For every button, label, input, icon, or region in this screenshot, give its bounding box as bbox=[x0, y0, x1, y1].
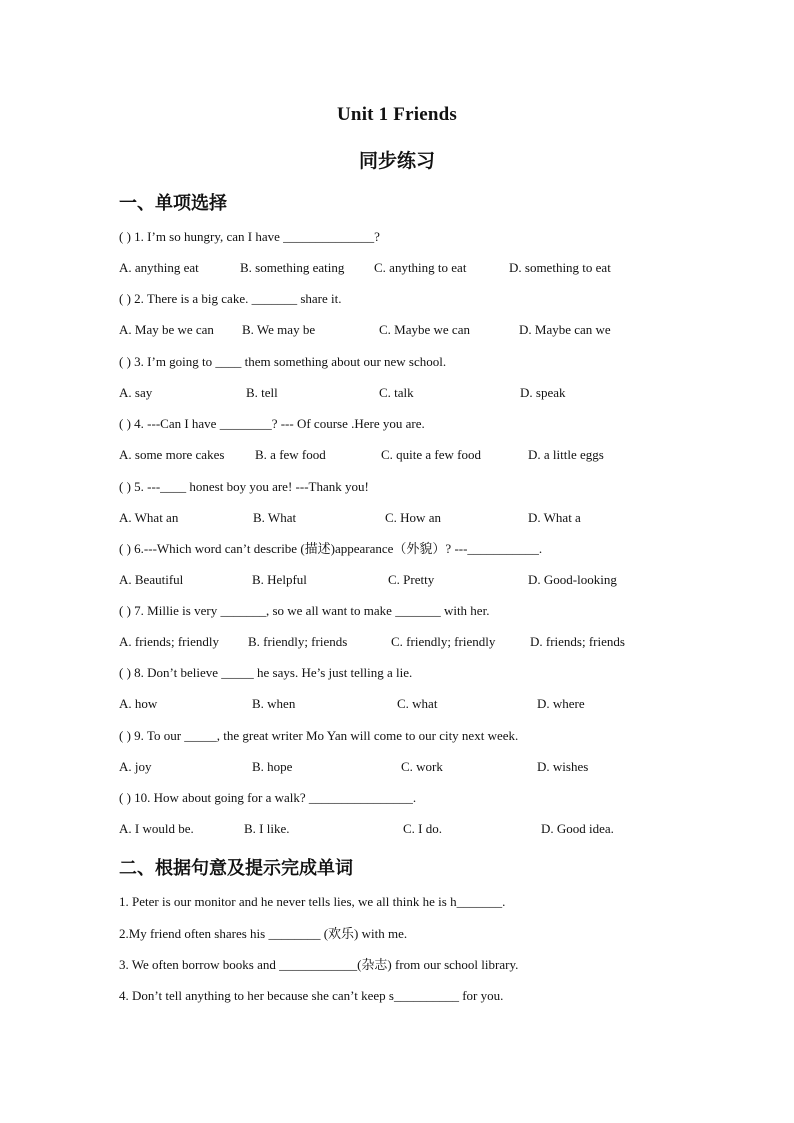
fill-item-4: 4. Don’t tell anything to her because she can’t keep s__________ for you. bbox=[119, 988, 504, 1003]
option-d: D. friends; friends bbox=[530, 634, 625, 649]
option-b: B. I like. bbox=[244, 821, 290, 836]
option-a: A. May be we can bbox=[119, 322, 214, 337]
question-2-options bbox=[0, 322, 794, 338]
option-b: B. tell bbox=[246, 385, 278, 400]
question-1-options bbox=[0, 260, 794, 276]
question-2: ( ) 2. There is a big cake. _______ share it. bbox=[119, 291, 342, 306]
option-b: B. when bbox=[252, 696, 296, 711]
option-d: D. Maybe can we bbox=[519, 322, 611, 337]
option-b: B. something eating bbox=[240, 260, 345, 275]
fill-item-3: 3. We often borrow books and ____________(杂志) from our school library. bbox=[119, 957, 519, 972]
option-c: C. work bbox=[401, 759, 443, 774]
option-c: C. How an bbox=[385, 510, 441, 525]
fill-item-2: 2.My friend often shares his ________ (欢乐) with me. bbox=[119, 926, 408, 941]
question-5: ( ) 5. ---____ honest boy you are! ---Thank you! bbox=[119, 479, 369, 494]
option-d: D. wishes bbox=[537, 759, 589, 774]
question-8: ( ) 8. Don’t believe _____ he says. He’s just telling a lie. bbox=[119, 665, 413, 680]
option-b: B. friendly; friends bbox=[248, 634, 348, 649]
option-c: C. anything to eat bbox=[374, 260, 467, 275]
question-9: ( ) 9. To our _____, the great writer Mo Yan will come to our city next week. bbox=[119, 728, 519, 743]
option-c: C. Maybe we can bbox=[379, 322, 470, 337]
option-c: C. friendly; friendly bbox=[391, 634, 496, 649]
question-6: ( ) 6.---Which word can’t describe (描述)appearance（外貌）? ---___________. bbox=[119, 541, 543, 556]
option-c: C. I do. bbox=[403, 821, 442, 836]
option-c: C. Pretty bbox=[388, 572, 435, 587]
option-b: B. What bbox=[253, 510, 297, 525]
page-title: Unit 1 Friends bbox=[337, 104, 457, 125]
option-b: B. Helpful bbox=[252, 572, 307, 587]
option-a: A. friends; friendly bbox=[119, 634, 220, 649]
option-c: C. quite a few food bbox=[381, 447, 482, 462]
option-d: D. Good-looking bbox=[528, 572, 617, 587]
page-subtitle: 同步练习 bbox=[358, 151, 435, 172]
section-heading-multiple-choice: 一、单项选择 bbox=[119, 193, 227, 213]
option-d: D. something to eat bbox=[509, 260, 611, 275]
question-9-options bbox=[0, 759, 794, 775]
option-a: A. some more cakes bbox=[119, 447, 225, 462]
option-a: A. say bbox=[119, 385, 153, 400]
question-3: ( ) 3. I’m going to ____ them something about our new school. bbox=[119, 354, 447, 369]
question-7-options bbox=[0, 634, 794, 650]
question-3-options bbox=[0, 385, 794, 401]
option-b: B. We may be bbox=[242, 322, 316, 337]
option-d: D. What a bbox=[528, 510, 581, 525]
option-d: D. Good idea. bbox=[541, 821, 614, 836]
question-1: ( ) 1. I’m so hungry, can I have ______________? bbox=[119, 229, 380, 244]
option-b: B. hope bbox=[252, 759, 293, 774]
option-d: D. a little eggs bbox=[528, 447, 604, 462]
question-6-options bbox=[0, 572, 794, 588]
section-heading-word-completion: 二、根据句意及提示完成单词 bbox=[119, 858, 353, 878]
option-a: A. I would be. bbox=[119, 821, 194, 836]
option-b: B. a few food bbox=[255, 447, 326, 462]
option-c: C. talk bbox=[379, 385, 414, 400]
question-7: ( ) 7. Millie is very _______, so we all want to make _______ with her. bbox=[119, 603, 490, 618]
question-5-options bbox=[0, 510, 794, 526]
option-a: A. Beautiful bbox=[119, 572, 184, 587]
option-a: A. joy bbox=[119, 759, 152, 774]
question-4-options bbox=[0, 447, 794, 463]
option-c: C. what bbox=[397, 696, 438, 711]
option-d: D. speak bbox=[520, 385, 566, 400]
option-a: A. What an bbox=[119, 510, 179, 525]
question-10-options bbox=[0, 821, 794, 837]
option-a: A. how bbox=[119, 696, 158, 711]
question-10: ( ) 10. How about going for a walk? ________________. bbox=[119, 790, 417, 805]
question-8-options bbox=[0, 696, 794, 712]
fill-item-1: 1. Peter is our monitor and he never tells lies, we all think he is h_______. bbox=[119, 894, 506, 909]
option-a: A. anything eat bbox=[119, 260, 199, 275]
question-4: ( ) 4. ---Can I have ________? --- Of course .Here you are. bbox=[119, 416, 425, 431]
option-d: D. where bbox=[537, 696, 585, 711]
